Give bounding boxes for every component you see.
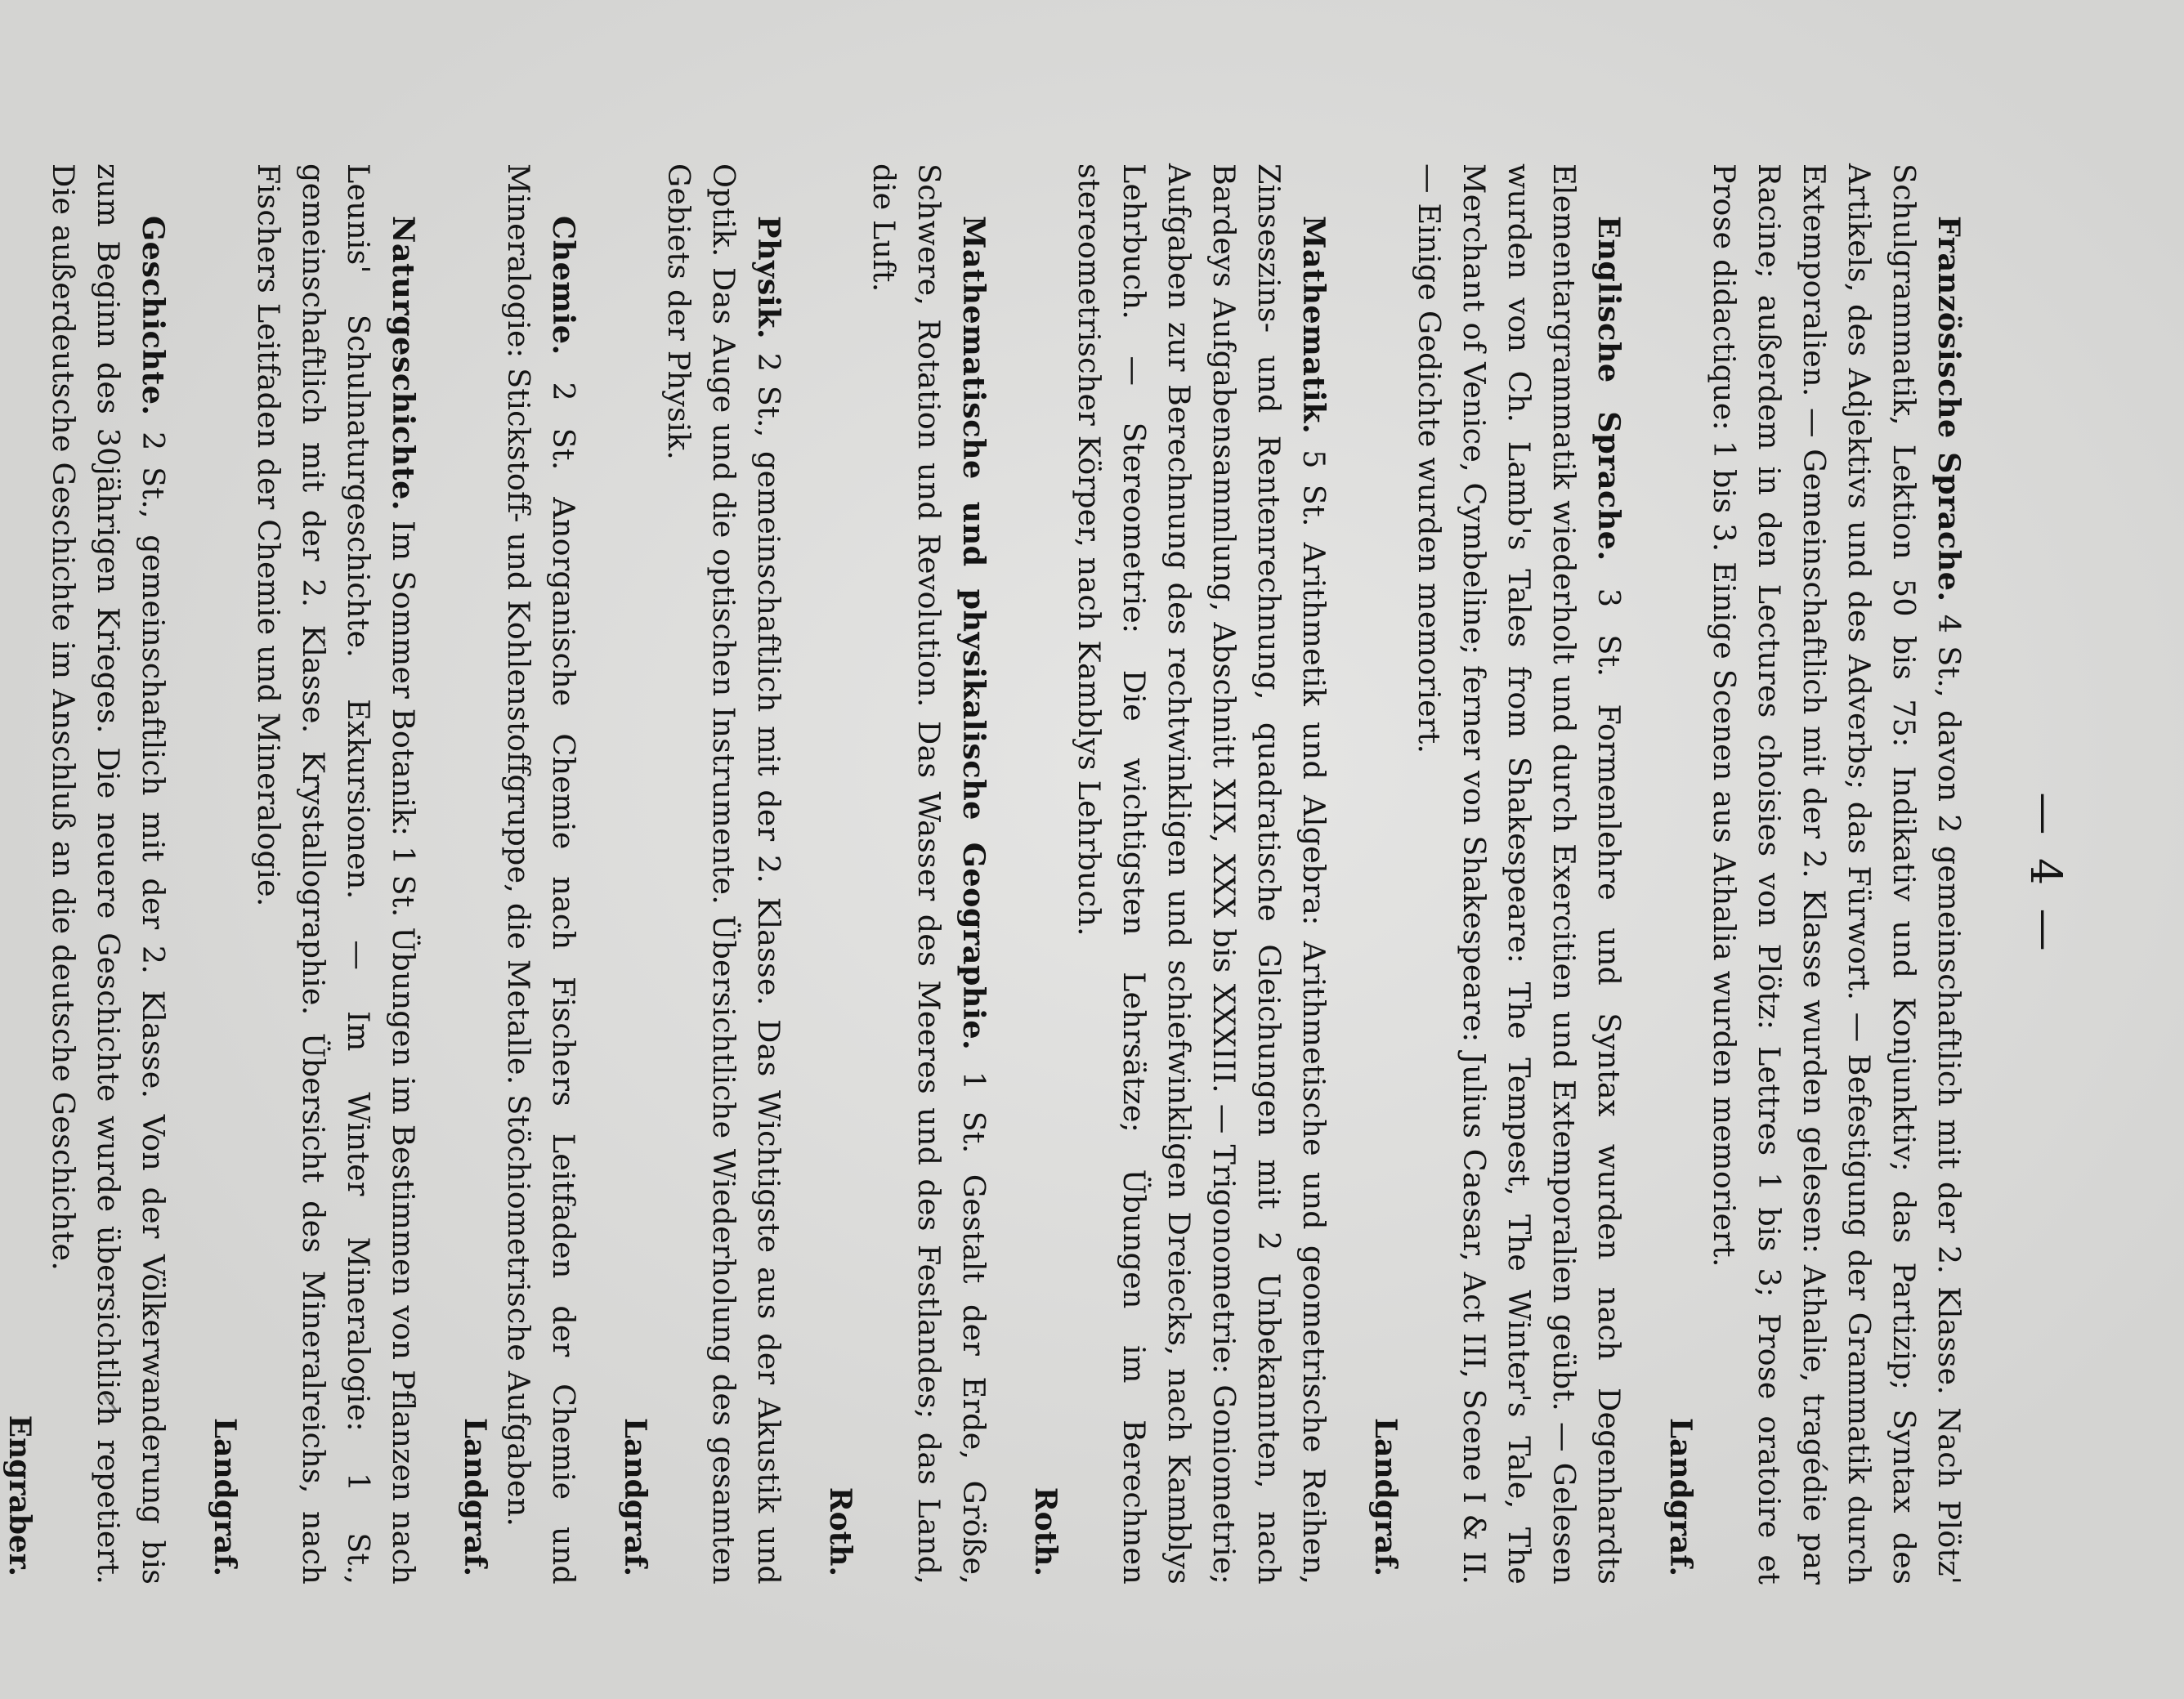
section-physik <box>614 163 791 1585</box>
section-geschichte <box>0 163 176 1585</box>
section-heading: Englische Sprache. <box>1591 216 1627 561</box>
teacher-signature: Landgraf. <box>458 1417 492 1576</box>
section-text: 2 St., gemeinschaftlich mit der 2. Klasse. Von der Völkerwanderung bis zum Beginn des 30jährigen Krieges. Die neuere Geschichte wurde übersichtlich repetiert. Die außerdeutsche Geschichte im Anschluß an die deutsche Geschichte. <box>46 163 171 1585</box>
section-heading: Physik. <box>751 216 786 340</box>
section-paragraph <box>246 163 426 1585</box>
section-paragraph <box>1407 163 1631 1585</box>
section-geographie <box>819 163 996 1585</box>
page-number: — 4 — <box>2021 792 2070 956</box>
teacher-signature: Landgraf. <box>208 1417 242 1576</box>
section-mathematik <box>1024 163 1336 1585</box>
section-naturgeschichte <box>204 163 426 1585</box>
section-chemie <box>454 163 586 1585</box>
section-franzoesisch <box>1659 163 1971 1585</box>
section-paragraph <box>862 163 996 1585</box>
section-text: 2 St. Anorganische Chemie nach Fischers Leitfaden der Chemie und Mineralogie: Stickstoff- und Kohlenstoffgruppe, die Metalle. Stöchiometrische Aufgaben. <box>501 163 581 1585</box>
section-text: 4 St., davon 2 gemeinschaftlich mit der 2. Klasse. Nach Plötz' Schulgrammatik, Lektion 50 bis 75: Indikativ und Konjunktiv; das Partizip; Syntax des Artikels, des Adjektivs und des Adverbs; das Fürwort. — Befestigung der Grammatik durch Extemporalien. — Gemeinschaftlich mit der 2. Klasse wurden gelesen: Athalie, tragédie par Racine; außerdem in den Lectures choisies von Plötz: Lettres 1 bis 3; Prose oratoire et Prose didactique: 1 bis 3. Einige Scenen aus Athalia wurden memoriert. <box>1707 163 1967 1585</box>
section-paragraph <box>41 163 176 1585</box>
section-paragraph <box>1067 163 1336 1585</box>
teacher-signature: Landgraf. <box>618 1417 652 1576</box>
section-text: 2 St., gemeinschaftlich mit der 2. Klasse. Das Wichtigste aus der Akustik und Optik. Das Auge und die optischen Instrumente. Übersichtliche Wiederholung des gesamten Gebiets der Physik. <box>661 163 786 1585</box>
section-heading: Chemie. <box>546 216 581 355</box>
section-text: 5 St. Arithmetik und Algebra: Arithmetische und geometrische Reihen, Zinseszins- und Rentenrechnung, quadratische Gleichungen mit 2 Unbekannten, nach Bardeys Aufgabensammlung, Abschnitt XIX, XXX bis XXXIII. — Trigonometrie: Goniometrie; Aufgaben zur Berechnung des rechtwinkligen und schiefwinkligen Dreiecks, nach Kamblys Lehrbuch. — Stereometrie: Die wichtigsten Lehrsätze; Übungen im Berechnen stereometrischer Körper, nach Kamblys Lehrbuch. <box>1072 163 1331 1585</box>
section-paragraph <box>496 163 586 1585</box>
section-paragraph <box>1702 163 1971 1585</box>
section-paragraph <box>656 163 791 1585</box>
teacher-signature: Landgraf. <box>1663 1417 1698 1576</box>
section-heading: Naturgeschichte. <box>386 216 421 512</box>
section-heading: Mathematik. <box>1296 216 1331 435</box>
teacher-signature: Roth. <box>1028 1487 1063 1576</box>
section-heading: Geschichte. <box>136 216 171 416</box>
section-text: 3 St. Formenlehre und Syntax wurden nach Degenhardts Elementargrammatik wiederholt und durch Exercitien und Extemporalien geübt. — Gelesen wurden von Ch. Lamb's Tales from Shakespeare: The Tempest, The Winter's Tale, The Merchant of Venice, Cymbeline; ferner von Shakespeare: Julius Caesar, Act III, Scene I & II. — Einige Gedichte wurden memoriert. <box>1412 163 1627 1585</box>
section-text: 1 St. Gestalt der Erde, Größe, Schwere, Rotation und Revolution. Das Wasser des Meeres und des Festlandes; das Land, die Luft. <box>866 163 991 1585</box>
teacher-signature: Roth. <box>823 1487 857 1576</box>
section-heading: Französische Sprache. <box>1931 216 1967 602</box>
teacher-signature: Engraber. <box>2 1415 37 1576</box>
teacher-signature: Landgraf. <box>1368 1417 1403 1576</box>
section-heading: Mathematische und physikalische Geographie. <box>956 216 991 1051</box>
section-englisch <box>1364 163 1631 1585</box>
section-text: Im Sommer Botanik: 1 St. Übungen im Bestimmen von Pflanzen nach Leunis' Schulnaturgeschichte. Exkursionen. — Im Winter Mineralogie: 1 St., gemeinschaftlich mit der 2. Klasse. Krystallographie. Übersicht des Mineralreichs, nach Fischers Leitfaden der Chemie und Mineralogie. <box>251 163 421 1585</box>
